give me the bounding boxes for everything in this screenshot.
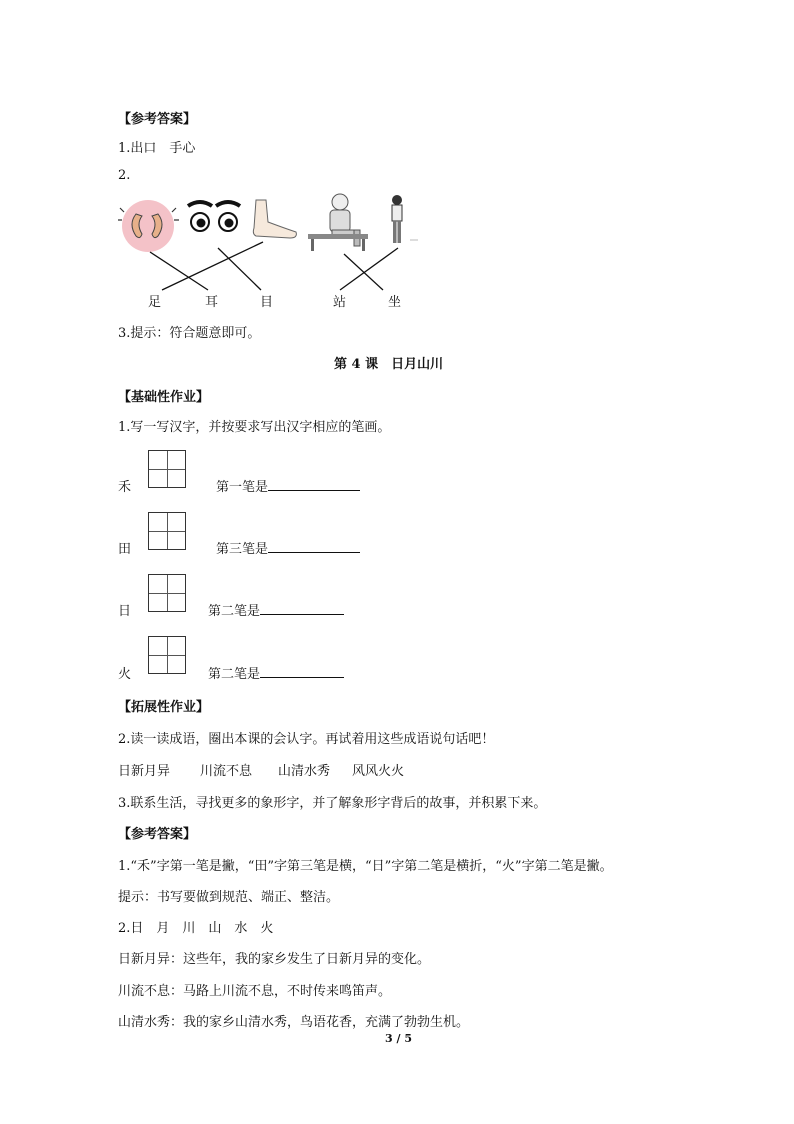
standing-person-icon <box>392 195 418 243</box>
answer-item-1: 1.出口 手心 <box>118 141 196 156</box>
extend-heading: 【拓展性作业】 <box>118 700 210 715</box>
row-char: 日 <box>118 604 132 619</box>
foot-icon <box>253 200 296 238</box>
idiom-item: 日新月异 <box>118 764 171 779</box>
sitting-person-icon <box>308 194 368 251</box>
extend-question-3: 3.联系生活，寻找更多的象形字，并了解象形字背后的故事，并积累下来。 <box>118 796 547 811</box>
eyes-icon <box>188 202 240 231</box>
lesson-title: 第 4 课 日月山川 <box>334 357 444 372</box>
idiom-item: 风风火火 <box>352 764 405 779</box>
answer-tip: 提示：书写要做到规范、端正、整洁。 <box>118 890 340 905</box>
answers-heading-1: 【参考答案】 <box>118 112 197 127</box>
match-label-stand: 站 <box>333 295 347 310</box>
answer-blank[interactable] <box>260 663 344 678</box>
row-char: 田 <box>118 542 132 557</box>
match-label-sit: 坐 <box>388 295 402 310</box>
answer-2-1: 1.“禾”字第一笔是撇，“田”字第三笔是横，“日”字第二笔是横折，“火”字第二笔是撇。 <box>118 859 613 874</box>
sentence-2: 川流不息：马路上川流不息，不时传来鸣笛声。 <box>118 984 392 999</box>
writing-grid[interactable] <box>148 512 186 550</box>
row-char: 禾 <box>118 480 132 495</box>
row-prompt: 第一笔是 <box>216 476 360 495</box>
match-label-ear: 耳 <box>205 295 219 310</box>
row-char: 火 <box>118 667 132 682</box>
answer-blank[interactable] <box>268 476 360 491</box>
row-prompt: 第三笔是 <box>216 538 360 557</box>
answer-item-3: 3.提示：符合题意即可。 <box>118 326 261 341</box>
answer-blank[interactable] <box>268 538 360 553</box>
writing-grid[interactable] <box>148 574 186 612</box>
answers-heading-2: 【参考答案】 <box>118 827 197 842</box>
basic-heading: 【基础性作业】 <box>118 390 210 405</box>
page-number: 3 / 5 <box>385 1032 412 1045</box>
row-prompt: 第二笔是 <box>208 663 344 682</box>
extend-question-2: 2.读一读成语，圈出本课的会认字。再试着用这些成语说句话吧！ <box>118 732 495 747</box>
answer-item-2: 2. <box>118 168 131 183</box>
match-label-foot: 足 <box>148 295 162 310</box>
idiom-item: 川流不息 <box>200 764 253 779</box>
row-prompt: 第二笔是 <box>208 600 344 619</box>
sentence-3: 山清水秀：我的家乡山清水秀，鸟语花香，充满了勃勃生机。 <box>118 1015 470 1030</box>
writing-grid[interactable] <box>148 450 186 488</box>
writing-grid[interactable] <box>148 636 186 674</box>
sentence-1: 日新月异：这些年，我的家乡发生了日新月异的变化。 <box>118 952 431 967</box>
answer-blank[interactable] <box>260 600 344 615</box>
ears-icon <box>118 200 179 252</box>
match-label-eye: 目 <box>260 295 274 310</box>
answer-2-2: 2.日 月 川 山 水 火 <box>118 921 274 936</box>
idiom-item: 山清水秀 <box>278 764 331 779</box>
basic-question-1: 1.写一写汉字，并按要求写出汉字相应的笔画。 <box>118 420 391 435</box>
matching-lines <box>150 242 398 290</box>
